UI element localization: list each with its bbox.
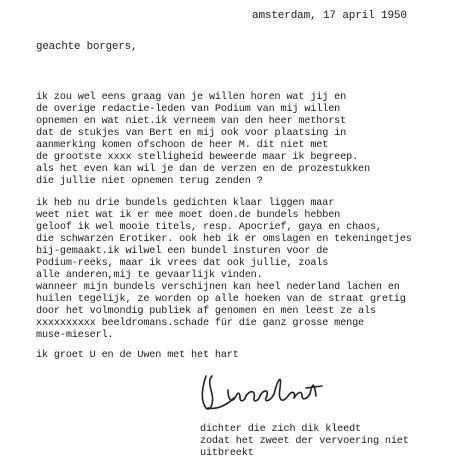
text-line: door het volmondig publiek af genomen en men leest ze als — [36, 306, 376, 317]
text-line: de overige redactie-leden van Podium van mij willen — [36, 104, 341, 115]
text-line: ik heb nu drie bundels gedichten klaar liggen maar — [36, 198, 335, 209]
text-line: die schwarzen Erotiker. ook heb ik er omslagen en tekeningetjes — [36, 234, 412, 245]
text-line: dat de stukjes van Bert en mij ook voor plaatsing in — [36, 128, 347, 139]
text-line: ik zou wel eens graag van je willen horen wat jij en — [36, 92, 347, 103]
text-line: bij-gemaakt.ik wilwel een bundel insturen voor de — [36, 246, 329, 257]
text-line: die jullie niet opnemen terug zenden ? — [36, 176, 263, 187]
text-line: als het even kan wil je dan de verzen en de prozestukken — [36, 164, 370, 175]
text-line: dichter die zich dik kleedt — [200, 424, 362, 435]
text-line: xxxxxxxxxx beeldromans.schade für die ganz grosse menge — [36, 318, 364, 329]
text-line: muse-mieserl. — [36, 330, 114, 341]
text-line: huilen tegelijk, ze worden op alle hoeken van de straat gretig — [36, 294, 406, 305]
letter-date: amsterdam, 17 april 1950 — [252, 10, 407, 22]
salutation: geachte borgers, — [36, 41, 138, 53]
text-line: wanneer mijn bundels verschijnen kan heel nederland lachen en — [36, 282, 400, 293]
text-line: weet niet wat ik er mee moet doen.de bundels hebben — [36, 210, 341, 221]
closing-line: ik groet U en de Uwen met het hart — [36, 350, 239, 361]
text-line: opnemen en wat niet.ik verneem van den heer methorst — [36, 116, 347, 127]
text-line: alle anderen,mij te gevaarlijk vinden. — [36, 270, 263, 281]
handwritten-signature — [198, 370, 328, 416]
text-line: Podium-reeks, maar ik vrees dat ook jullie, zoals — [36, 258, 329, 269]
text-line: uitbreekt — [200, 448, 254, 459]
text-line: de grootste xxxx stelligheid beweerde maar ik begreep. — [36, 152, 359, 163]
text-line: aanmerking komen ofschoon de heer M. dit niet met — [36, 140, 329, 151]
text-line: zodat het zweet der vervoering niet — [200, 436, 409, 447]
text-line: geloof ik wel mooie titels, resp. Apocrief, gaya en chaos, — [36, 222, 382, 233]
